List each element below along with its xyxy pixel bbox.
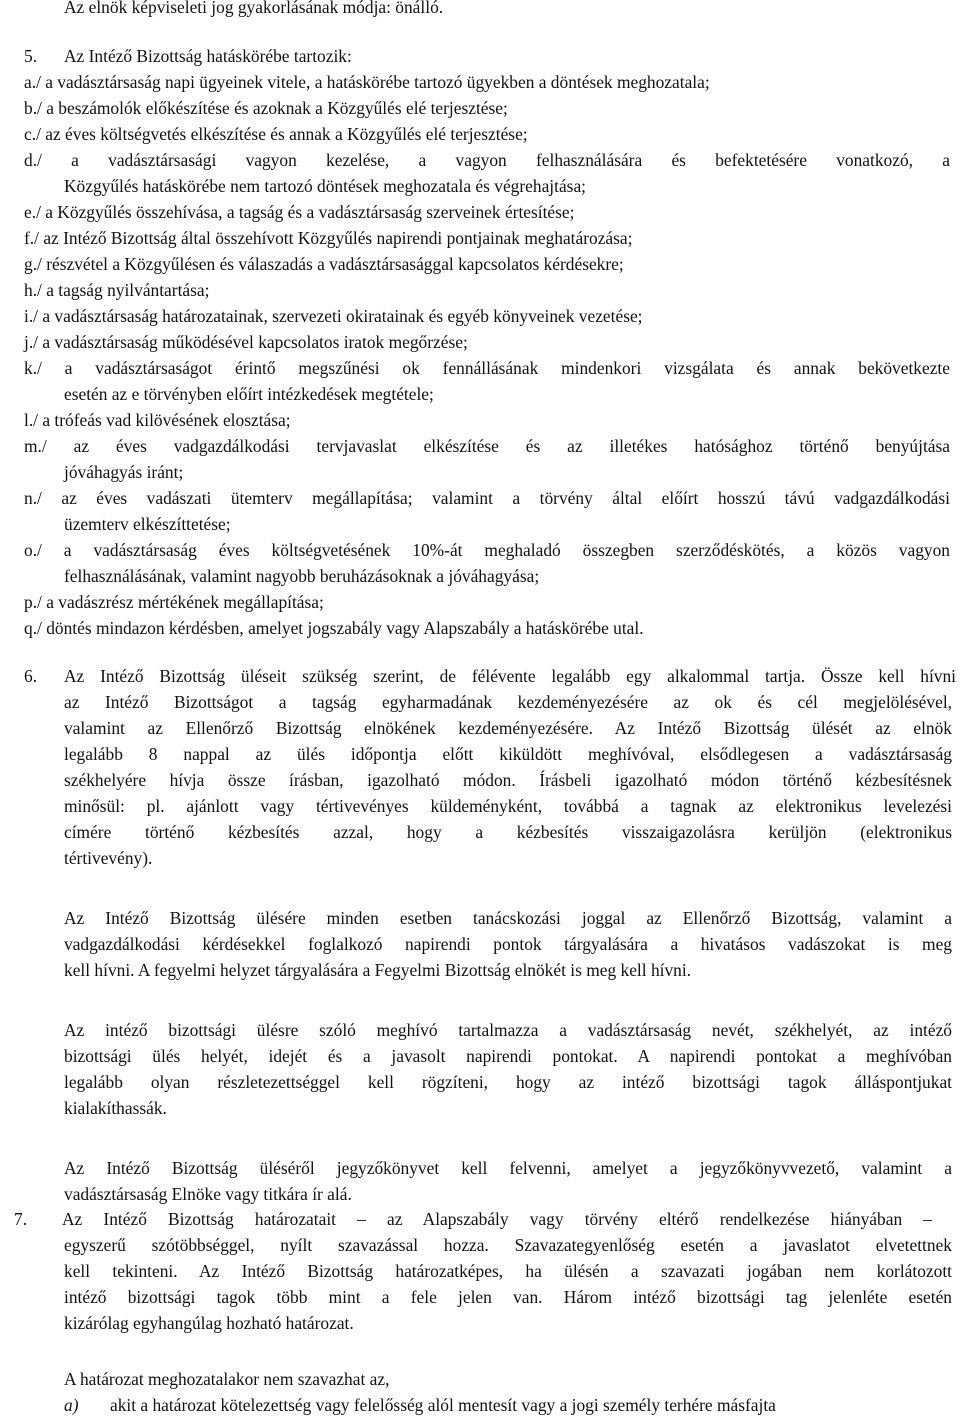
list-item: h./ a tagság nyilvántartása;: [24, 280, 210, 300]
list-item-continuation: üzemterv elkészíttetése;: [64, 514, 231, 534]
paragraph-line: vadgazdálkodási kérdésekkel foglalkozó napirendi pontok tárgyalására a hivatásos vadászokat is meg: [64, 934, 952, 954]
paragraph-line: intéző bizottsági tagok több mint a fele jelen van. Három intéző bizottsági tag jelenléte esetén: [64, 1287, 952, 1307]
paragraph-line: legalább 8 nappal az ülés időpontja előtt kiküldött meghívóval, elsődlegesen a vadásztársaság: [64, 744, 952, 764]
paragraph-line: vadásztársaság Elnöke vagy titkára ír alá.: [64, 1184, 352, 1204]
paragraph-line: címére történő kézbesítés azzal, hogy a kézbesítés visszaigazolásra kerüljön (elektronikus: [64, 822, 952, 842]
list-item: d./ a vadásztársasági vagyon kezelése, a vagyon felhasználására és befektetésére vonatkozó, a: [24, 150, 950, 170]
list-item: f./ az Intéző Bizottság által összehívott Közgyűlés napirendi pontjainak meghatározása;: [24, 228, 633, 248]
paragraph-line: Az intéző bizottsági ülésre szóló meghívó tartalmazza a vadásztársaság nevét, székhelyét, az intéző: [64, 1020, 952, 1040]
list-item: n./ az éves vadászati ütemterv megállapítása; valamint a törvény által előírt hosszú távú vadgazdálkodási: [24, 488, 950, 508]
list-item-continuation: felhasználásának, valamint nagyobb beruházásoknak a jóváhagyása;: [64, 566, 540, 586]
section-6-number: 6.: [24, 666, 38, 686]
list-item-continuation: esetén az e törvényben előírt intézkedések megtétele;: [64, 384, 434, 404]
section-5: [0, 43, 960, 641]
paragraph-line: egyszerű szótöbbséggel, nyílt szavazással hozza. Szavazategyenlőség esetén a javaslatot elvetettnek: [64, 1235, 952, 1255]
paragraph-line: kell hívni. A fegyelmi helyzet tárgyalására a Fegyelmi Bizottság elnökét is meg kell hívni.: [64, 960, 692, 980]
list-item: i./ a vadásztársaság határozatainak, szervezeti okiratainak és egyéb könyveinek vezetése;: [24, 306, 643, 326]
paragraph-line: kell tekinteni. Az Intéző Bizottság határozatképes, ha ülésén a szavazati jogában nem korlátozott: [64, 1261, 952, 1281]
paragraph-line: Az Intéző Bizottság ülésére minden esetben tanácskozási joggal az Ellenőrző Bizottság, valamint a: [64, 908, 952, 928]
list-item: a./ a vadásztársaság napi ügyeinek vitele, a hatáskörébe tartozó ügyekben a döntések meghozatala;: [24, 72, 710, 92]
list-item: q./ döntés mindazon kérdésben, amelyet jogszabály vagy Alapszabály a hatáskörébe utal.: [24, 618, 644, 638]
list-item: c./ az éves költségvetés elkészítése és annak a Közgyűlés elé terjesztése;: [24, 124, 528, 144]
section-7-first-line: [0, 1206, 932, 1232]
list-item: m./ az éves vadgazdálkodási tervjavaslat elkészítése és az illetékes hatósághoz történő benyújtása: [24, 436, 950, 456]
list-item-a: [0, 1392, 960, 1418]
list-item: o./ a vadásztársaság éves költségvetésének 10%-át meghaladó összegben szerződéskötés, a közös vagyon: [24, 540, 950, 560]
list-item: j./ a vadásztársaság működésével kapcsolatos iratok megőrzése;: [24, 332, 468, 352]
section-5-list: [0, 69, 950, 641]
list-item-a-marker: a): [64, 1395, 79, 1415]
section-6-paragraph-4: [0, 1155, 956, 1207]
list-item: e./ a Közgyűlés összehívása, a tagság és a vadásztársaság szerveinek értesítése;: [24, 202, 575, 222]
section-6-text: Az Intéző Bizottság üléseit szükség szerint, de félévente legalább egy alkalommal tartja. Össze kell hívni: [64, 666, 956, 686]
list-item: g./ részvétel a Közgyűlésen és válaszadás a vadásztársasággal kapcsolatos kérdésekre;: [24, 254, 624, 274]
section-5-heading: [0, 43, 960, 69]
list-item: p./ a vadászrész mértékének megállapítása;: [24, 592, 324, 612]
paragraph-line: Az Intéző Bizottság üléséről jegyzőkönyvet kell felvenni, amelyet a jegyzőkönyvvezető, valamint a: [64, 1158, 952, 1178]
list-item-continuation: jóváhagyás iránt;: [64, 462, 184, 482]
section-6-first-line: [0, 663, 956, 689]
list-item: l./ a trófeás vad kilövésének elosztása;: [24, 410, 291, 430]
list-item-continuation: Közgyűlés hatáskörébe nem tartozó döntések meghozatala és végrehajtása;: [64, 176, 586, 196]
paragraph-line: valamint az Ellenőrző Bizottság elnökének kezdeményezésére. Az Intéző Bizottság ülését az elnök: [64, 718, 952, 738]
section-6-paragraph-1: [0, 689, 956, 871]
paragraph-line: kizárólag egyhangúlag hozható határozat.: [64, 1313, 354, 1333]
section-7-paragraph-2: A határozat meghozatalakor nem szavazhat az,: [64, 1369, 390, 1389]
section-5-number: 5.: [24, 46, 38, 66]
section-7-number: 7.: [14, 1209, 28, 1229]
section-6-paragraph-3: [0, 1017, 956, 1121]
paragraph-line: kialakíthassák.: [64, 1098, 167, 1118]
list-item-a-text: akit a határozat kötelezettség vagy felelősség alól mentesít vagy a jogi személy terhére másfajta: [110, 1395, 776, 1415]
paragraph-line: az Intéző Bizottságot a tagság egyharmadának kezdeményezésére az ok és cél megjelölésével,: [64, 692, 952, 712]
list-item: b./ a beszámolók előkészítése és azoknak a Közgyűlés elé terjesztése;: [24, 98, 508, 118]
section-7-text: Az Intéző Bizottság határozatait – az Alapszabály vagy törvény eltérő rendelkezése hiányában –: [62, 1209, 932, 1229]
paragraph-line: székhelyére hívja össze írásban, igazolható módon. Írásbeli igazolható módon történő kézbesítésnek: [64, 770, 952, 790]
section-6-paragraph-2: [0, 905, 956, 983]
list-item: k./ a vadásztársaságot érintő megszűnési ok fennállásának mindenkori vizsgálata és annak bekövetkezte: [24, 358, 950, 378]
paragraph-line: tértivevény).: [64, 848, 153, 868]
section-5-title: Az Intéző Bizottság hatáskörébe tartozik:: [64, 46, 352, 66]
paragraph-line: minősül: pl. ajánlott vagy tértivevényes küldeményként, továbbá a tagnak az elektronikus levelezési: [64, 796, 952, 816]
paragraph-line: legalább olyan részletezettséggel kell rögzíteni, hogy az intéző bizottsági tagok álláspontjukat: [64, 1072, 952, 1092]
section-7-paragraph-1: [0, 1232, 956, 1336]
paragraph-line: bizottsági ülés helyét, idejét és a javasolt napirendi pontokat. A napirendi pontokat a meghívóban: [64, 1046, 952, 1066]
top-line: Az elnök képviseleti jog gyakorlásának módja: önálló.: [64, 0, 444, 17]
section-6: [0, 663, 960, 1207]
section-7: [0, 1206, 960, 1418]
